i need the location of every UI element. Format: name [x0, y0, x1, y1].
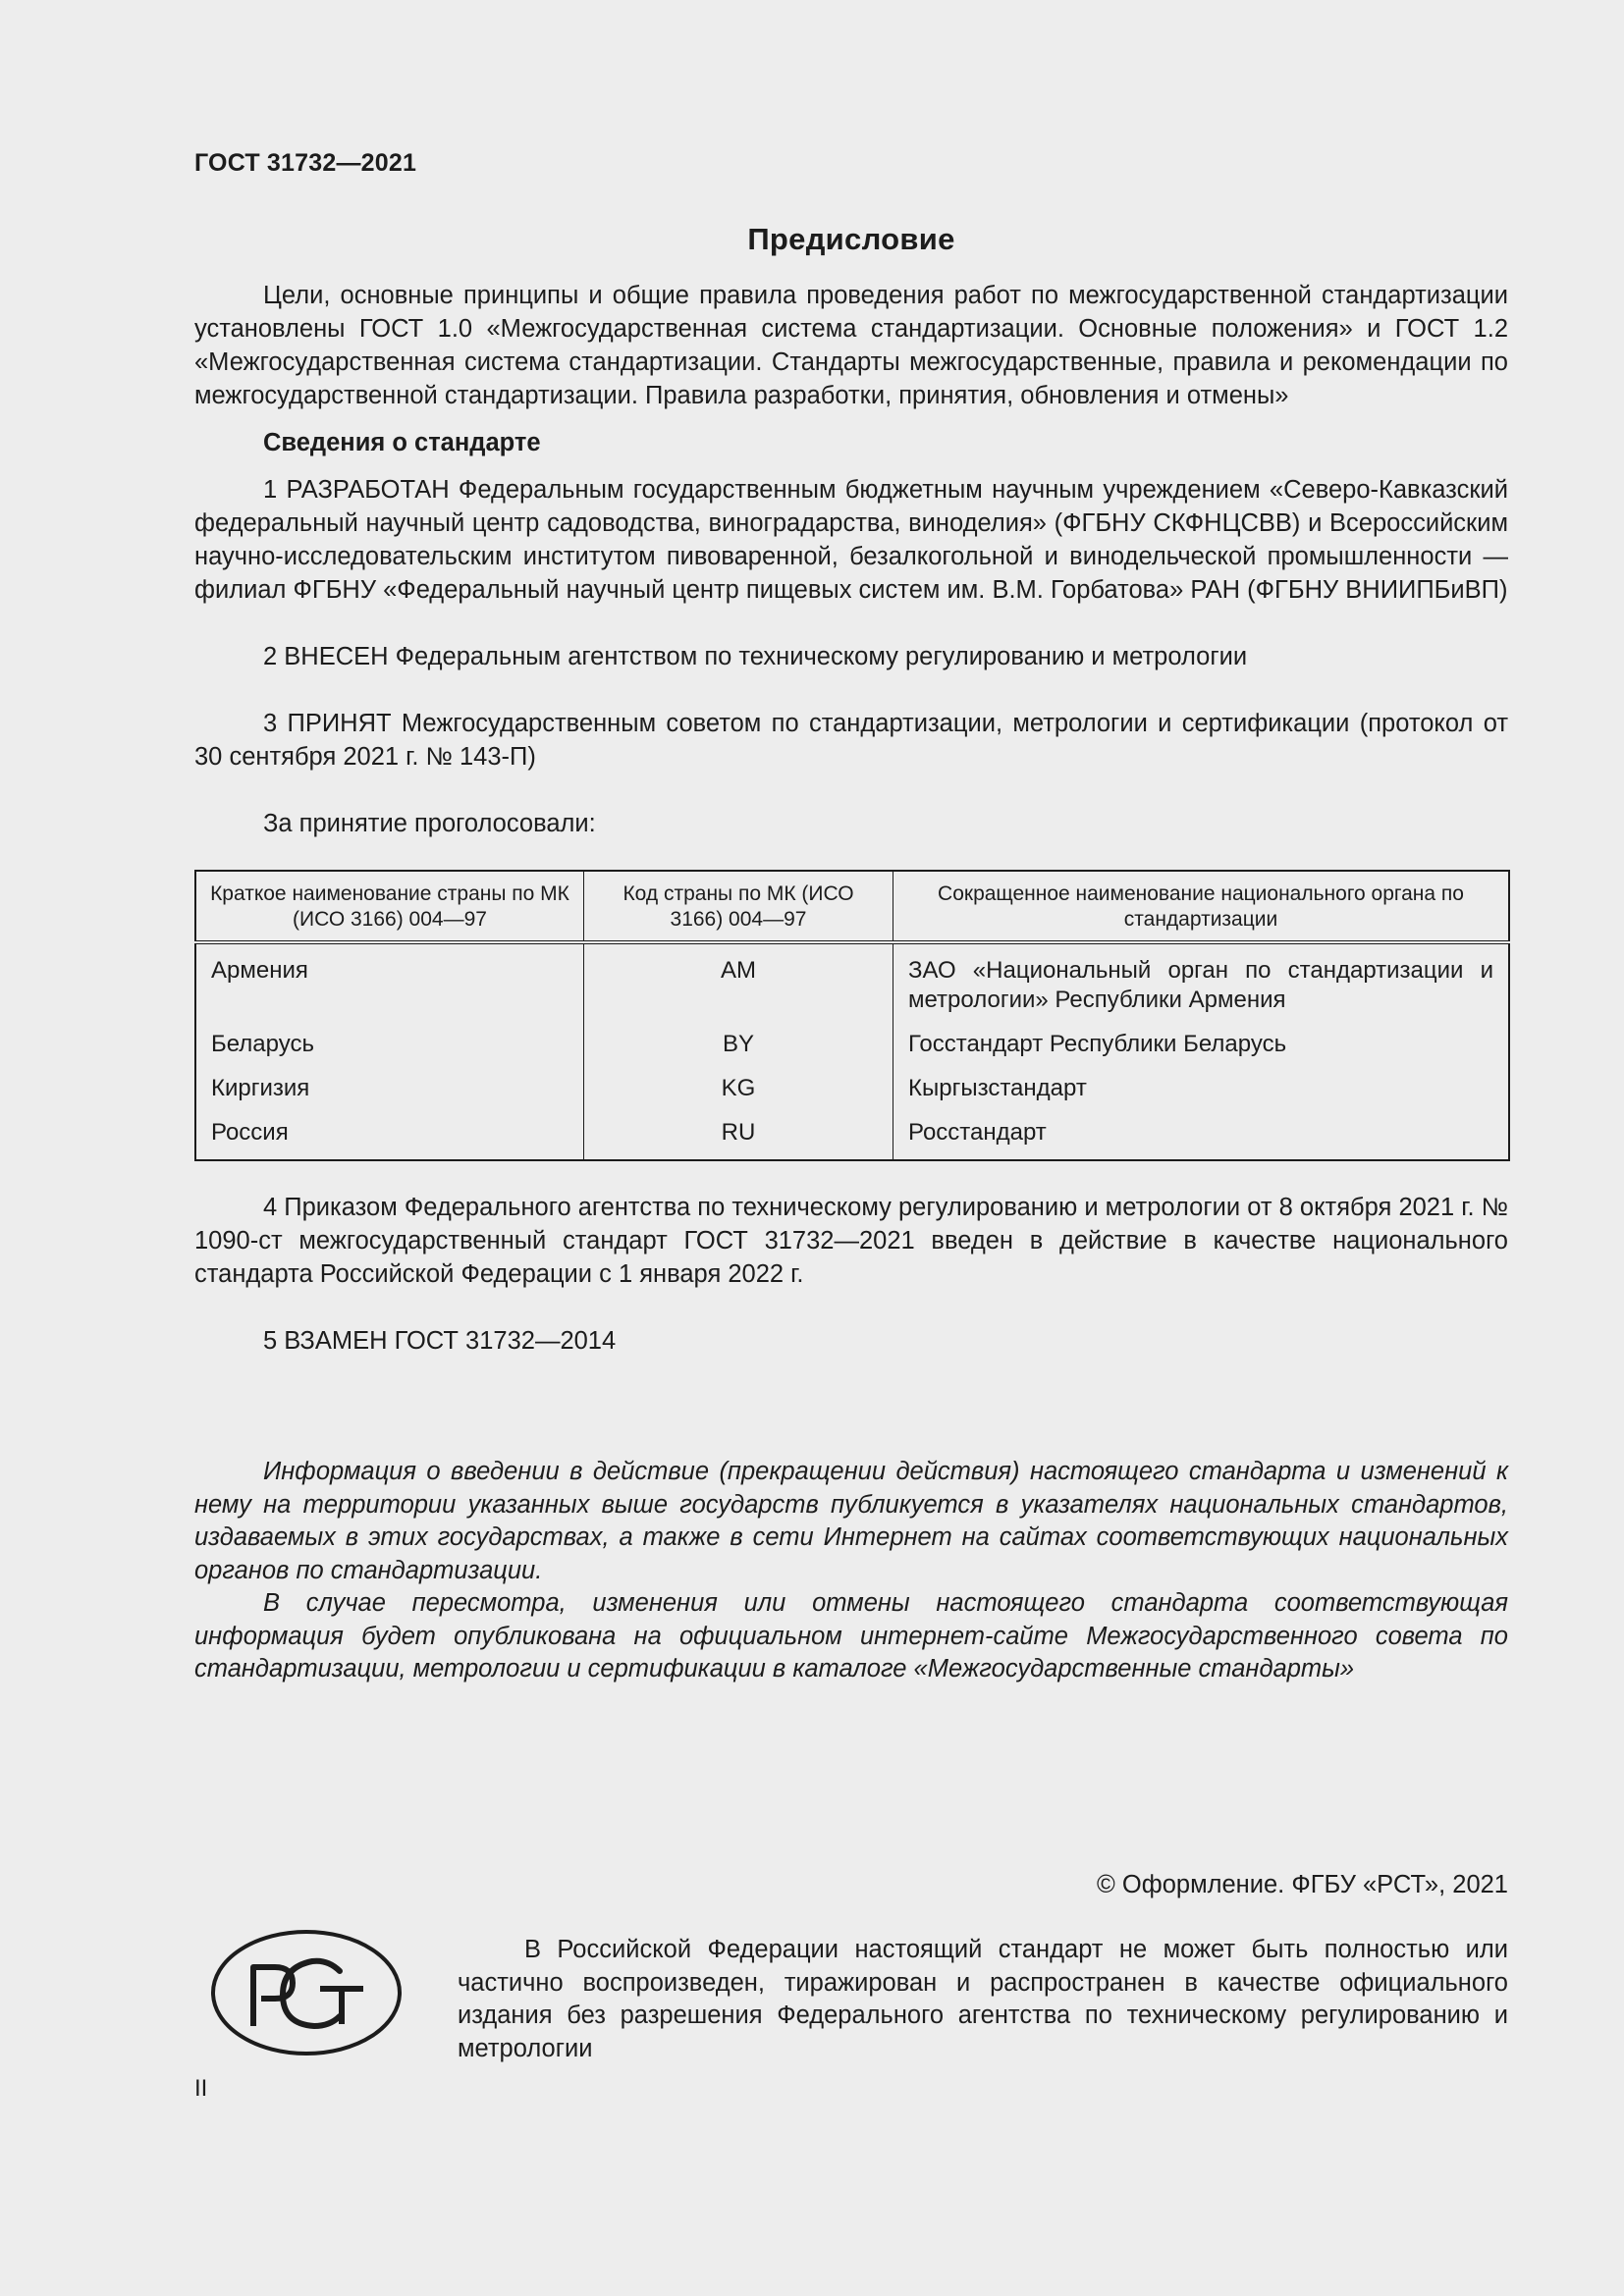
table-row	[195, 1067, 1509, 1111]
notice-text: В Российской Федерации настоящий стандарт не может быть полностью или частично воспроизведен, тиражирован и распространен в качестве официального издания без разрешения Федерального агентства по техническому регулированию и метрологии	[458, 1936, 1508, 2062]
cell-authority: ЗАО «Национальный орган по стандартизации и метрологии» Республики Армения	[908, 957, 1493, 1013]
item-replaces: 5 ВЗАМЕН ГОСТ 31732—2014	[263, 1327, 617, 1355]
rst-logo-icon	[210, 1928, 403, 2057]
column-header-country: Краткое наименование страны по МК (ИСО 3166) 004—97	[195, 871, 584, 942]
table-row	[195, 1023, 1509, 1067]
table-row	[195, 942, 1509, 1023]
cell-authority: Росстандарт	[908, 1119, 1047, 1146]
copyright-line: © Оформление. ФГБУ «РСТ», 2021	[1097, 1871, 1508, 1898]
item-developed: 1 РАЗРАБОТАН Федеральным государственным бюджетным научным учреждением «Северо-Кавказский федеральный научный центр садоводства, виноградарства, виноделия» (ФГБНУ СКФНЦСВВ) и Всероссийским научно-исследовательским институтом пивоваренной, безалкогольной и винодельческой промышленности — филиал ФГБНУ «Федеральный научный центр пищевых систем им. В.М. Горбатова» РАН (ФГБНУ ВНИИПБиВП)	[194, 476, 1508, 604]
column-header-authority: Сокращенное наименование национального органа по стандартизации	[893, 871, 1510, 942]
note-paragraph: В случае пересмотра, изменения или отмены настоящего стандарта соответствующая информация будет опубликована на официальном интернет-сайте Межгосударственного совета по стандартизации, метрологии и сертификации в каталоге «Межгосударственные стандарты»	[194, 1589, 1508, 1682]
cell-country: Армения	[195, 942, 584, 1023]
cell-country: Киргизия	[195, 1067, 584, 1111]
table-row	[195, 1111, 1509, 1160]
item-adopted: 3 ПРИНЯТ Межгосударственным советом по стандартизации, метрологии и сертификации (протокол от 30 сентября 2021 г. № 143-П)	[194, 710, 1508, 771]
cell-code: KG	[584, 1067, 893, 1111]
cell-code: RU	[584, 1111, 893, 1160]
section-heading: Сведения о стандарте	[263, 429, 541, 456]
member-countries-table	[194, 870, 1510, 1161]
table-header-row	[195, 871, 1509, 942]
column-header-code: Код страны по МК (ИСО 3166) 004—97	[584, 871, 893, 942]
copyright-notice	[458, 1934, 1508, 2065]
cell-country: Беларусь	[195, 1023, 584, 1067]
cell-country: Россия	[195, 1111, 584, 1160]
document-code: ГОСТ 31732—2021	[194, 149, 417, 177]
page-number: II	[194, 2075, 208, 2102]
cell-authority: Кыргызстандарт	[908, 1075, 1087, 1101]
cell-authority: Госстандарт Республики Беларусь	[908, 1031, 1287, 1057]
preface-content	[194, 222, 1508, 1686]
item-enacted: 4 Приказом Федерального агентства по техническому регулированию и метрологии от 8 октября 2021 г. № 1090-ст межгосударственный стандарт ГОСТ 31732—2021 введен в действие в качестве национального стандарта Российской Федерации с 1 января 2022 г.	[194, 1194, 1508, 1288]
cell-code: BY	[584, 1023, 893, 1067]
publication-notes	[194, 1456, 1508, 1686]
voted-label: За принятие проголосовали:	[263, 810, 596, 837]
note-paragraph: Информация о введении в действие (прекращении действия) настоящего стандарта и изменений к нему на территории указанных выше государств публикуется в указателях национальных стандартов, издаваемых в этих государствах, а также в сети Интернет на сайтах соответствующих национальных органов по стандартизации.	[194, 1458, 1508, 1584]
page-title: Предисловие	[747, 222, 955, 256]
cell-code: AM	[584, 942, 893, 1023]
item-introduced: 2 ВНЕСЕН Федеральным агентством по техническому регулированию и метрологии	[263, 643, 1248, 670]
intro-paragraph: Цели, основные принципы и общие правила проведения работ по межгосударственной стандартизации установлены ГОСТ 1.0 «Межгосударственная система стандартизации. Основные положения» и ГОСТ 1.2 «Межгосударственная система стандартизации. Стандарты межгосударственные, правила и рекомендации по межгосударственной стандартизации. Правила разработки, принятия, обновления и отмены»	[194, 282, 1508, 409]
